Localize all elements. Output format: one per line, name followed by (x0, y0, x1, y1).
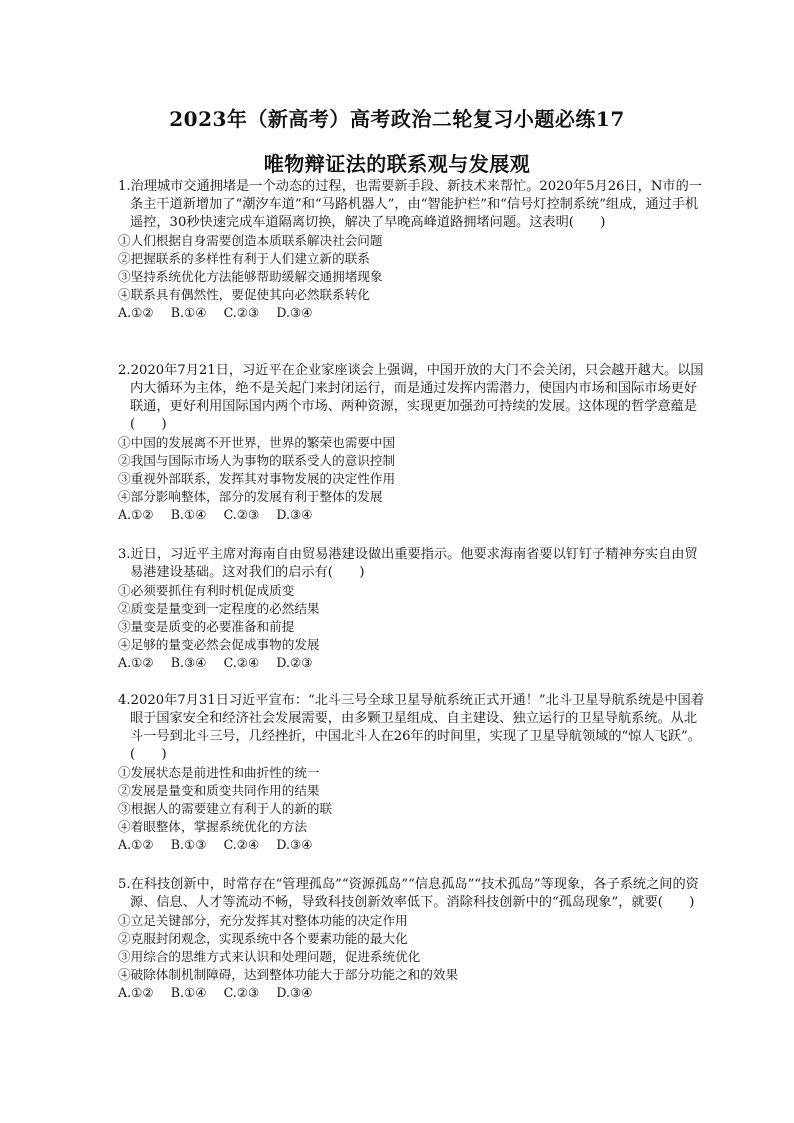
page-subtitle: 唯物辩证法的联系观与发展观 (263, 152, 531, 176)
question-stem: 3.近日，习近平主席对海南自由贸易港建设做出重要指示。他要求海南省要以钉钉子精神夯实自由贸易港建设基础。这对我们的启示有( ) (118, 547, 698, 580)
option: ④部分影响整体，部分的发展有利于整体的发展 (118, 489, 383, 504)
option: ②我国与国际市场人为事物的联系受人的意识控制 (118, 453, 396, 468)
answer-choice: A.①② (118, 837, 154, 852)
answer-choices (118, 984, 704, 1002)
page-title: 2023年（新高考）高考政治二轮复习小题必练17 (169, 107, 625, 131)
answer-choices (118, 654, 704, 672)
option: ④破除体制机制障碍，达到整体功能大于部分功能之和的效果 (118, 967, 459, 982)
option: ②把握联系的多样性有利于人们建立新的联系 (118, 251, 370, 266)
option: ①人们根据自身需要创造本质联系解决社会问题 (118, 233, 383, 248)
answer-choice: C.②③ (223, 305, 260, 320)
question-stem: 4.2020年7月31日习近平宣布：“北斗三号全球卫星导航系统正式开通！”北斗卫星导航系统是中国着眼于国家安全和经济社会发展需要，由多颗卫星组成、自主建设、独立运行的卫星导航系统。从北斗一号到北斗三号，几经挫折，中国北斗人在26年的时间里，实现了卫星导航领域的“惊人飞跃”。( ) (118, 693, 704, 762)
answer-choice: D.③④ (276, 837, 313, 852)
answer-choice: D.③④ (276, 507, 313, 522)
answer-choice: C.②③ (223, 507, 260, 522)
answer-choice: C.②④ (223, 655, 260, 670)
question-5 (118, 876, 704, 1002)
option: ②质变是量变到一定程度的必然结果 (118, 601, 320, 616)
answer-choice: A.①② (118, 985, 154, 1000)
option: ③根据人的需要建立有利于人的新的联 (118, 801, 333, 816)
answer-choice: A.①② (118, 305, 154, 320)
answer-choices (118, 506, 704, 524)
option: ④足够的量变必然会促成事物的发展 (118, 637, 320, 652)
answer-choice: B.①③ (170, 837, 207, 852)
question-stem: 1.治理城市交通拥堵是一个动态的过程，也需要新手段、新技术来帮忙。2020年5月26日，N市的一条主干道新增加了“潮汐车道”和“马路机器人”，由“智能护栏”和“信号灯控制系统”组成，通过手机遥控，30秒快速完成车道隔离切换，解决了早晚高峰道路拥堵问题。这表明( ) (118, 179, 702, 230)
option: ②克服封闭观念，实现系统中各个要素功能的最大化 (118, 931, 408, 946)
option: ①发展状态是前进性和曲折性的统一 (118, 765, 320, 780)
answer-choice: B.①④ (170, 985, 207, 1000)
answer-choices (118, 836, 704, 854)
answer-choice: D.③④ (276, 985, 313, 1000)
question-stem: 2.2020年7月21日，习近平在企业家座谈会上强调，中国开放的大门不会关闭，只会越开越大。以国内大循环为主体，绝不是关起门来封闭运行，而是通过发挥内需潜力，使国内市场和国际市场更好联通，更好利用国际国内两个市场、两种资源，实现更加强劲可持续的发展。这体现的哲学意蕴是( ) (118, 363, 704, 432)
option: ④着眼整体，掌握系统优化的方法 (118, 819, 307, 834)
answer-choice: D.②③ (276, 655, 313, 670)
question-2 (118, 362, 704, 524)
option: ①中国的发展离不开世界，世界的繁荣也需要中国 (118, 435, 396, 450)
answer-choice: B.①④ (170, 507, 207, 522)
option: ③重视外部联系，发挥其对事物发展的决定性作用 (118, 471, 396, 486)
option: ①立足关键部分，充分发挥其对整体功能的决定作用 (118, 913, 408, 928)
question-3 (118, 546, 704, 672)
answer-choice: B.①④ (170, 305, 207, 320)
option: ③量变是质变的必要准备和前提 (118, 619, 295, 634)
answer-choices (118, 304, 704, 322)
answer-choice: B.③④ (170, 655, 207, 670)
answer-choice: C.②③ (223, 985, 260, 1000)
answer-choice: A.①② (118, 655, 154, 670)
option: ④联系具有偶然性，要促使其向必然联系转化 (118, 287, 370, 302)
option: ③坚持系统优化方法能够帮助缓解交通拥堵现象 (118, 269, 383, 284)
question-stem: 5.在科技创新中，时常存在“管理孤岛”“资源孤岛”“信息孤岛”“技术孤岛”等现象，各子系统之间的资源、信息、人才等流动不畅，导致科技创新效率低下。消除科技创新中的“孤岛现象”，就要( ) (118, 877, 699, 910)
option: ②发展是量变和质变共同作用的结果 (118, 783, 320, 798)
option: ③用综合的思维方式来认识和处理问题，促进系统优化 (118, 949, 421, 964)
question-4 (118, 692, 704, 854)
answer-choice: D.③④ (276, 305, 313, 320)
answer-choice: A.①② (118, 507, 154, 522)
answer-choice: C.②④ (223, 837, 260, 852)
question-1 (118, 178, 704, 322)
option: ①必须要抓住有利时机促成质变 (118, 583, 295, 598)
